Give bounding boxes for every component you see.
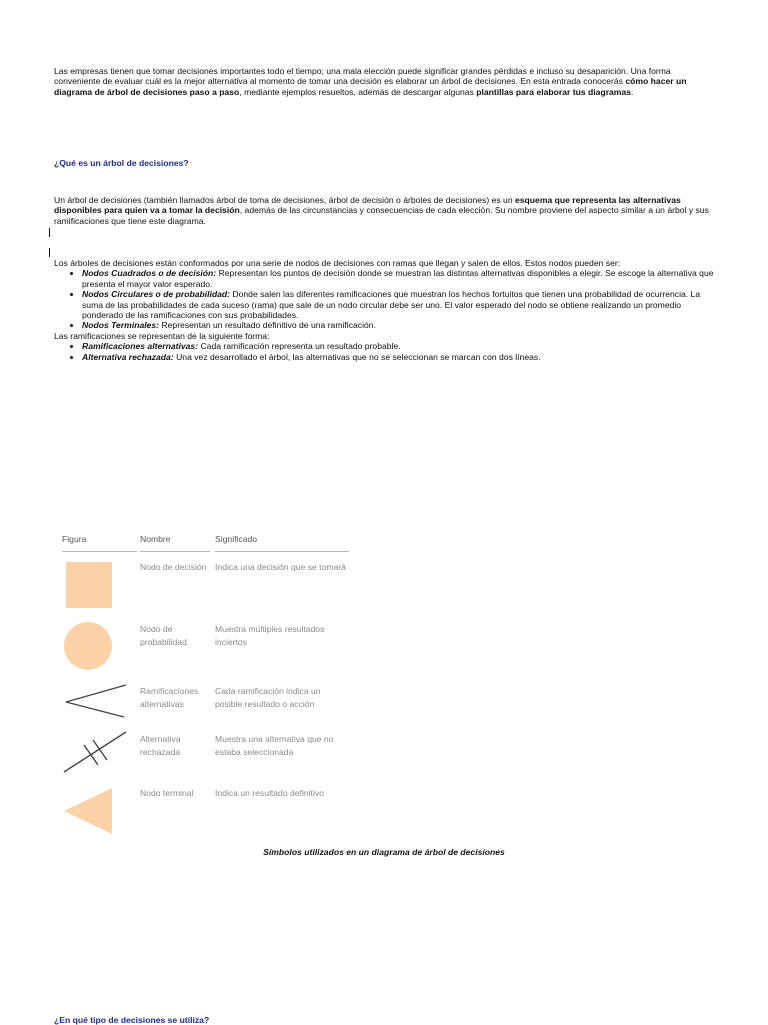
row-name: Alternativa rechazada (140, 734, 181, 757)
row-meaning: Muestra múltiples resultados inciertos (215, 624, 325, 647)
text-cursor (49, 248, 50, 257)
header-figure: Figura (62, 534, 87, 544)
item-text: Cada ramificación representa un resultado probable. (198, 341, 401, 352)
intro-text-2: , mediante ejemplos resueltos, además de descargar algunas (239, 86, 477, 97)
item-label: Alternativa rechazada: (82, 351, 174, 362)
terminal-node-triangle-icon (62, 786, 114, 836)
row-meaning: Indica un resultado definitivo (215, 788, 324, 798)
item-text: Una vez desarrollado el árbol, las alternativas que no se seleccionan se marcan con dos líneas. (173, 351, 541, 362)
rejected-alternative-icon (62, 728, 130, 776)
heading-what-is: ¿Qué es un árbol de decisiones? (54, 158, 189, 168)
branches-lead: Las ramificaciones se representan de la siguiente forma: (54, 330, 270, 341)
definition-bold: esquema que representa las alternativas disponibles para quien va a tomar la decisión (54, 195, 681, 216)
probability-node-circle-icon (64, 622, 112, 670)
heading-usage: ¿En qué tipo de decisiones se utiliza? (54, 1015, 210, 1025)
list-item (82, 320, 718, 330)
nodes-list (54, 268, 718, 330)
nodes-section (54, 258, 718, 362)
row-name: Nodo terminal (140, 788, 194, 798)
definition-paragraph (54, 195, 718, 226)
branches-list (54, 341, 718, 362)
nodes-lead: Los árboles de decisiones están conformados por una serie de nodos de decisiones con ramas que llegan y salen de ellos. Estos nodos pueden ser: (54, 258, 621, 268)
row-meaning: Muestra una alternativa que no estaba seleccionada (215, 734, 334, 757)
symbols-table (62, 528, 362, 840)
item-text: Representan un resultado definitivo de una ramificación. (159, 320, 376, 331)
item-label: Ramificaciones alternativas: (82, 341, 199, 352)
item-label: Nodos Cuadrados o de decisión: (82, 268, 217, 279)
row-meaning: Indica una decisión que se tomará (215, 562, 346, 572)
text-cursor (49, 228, 50, 237)
definition-text: Un árbol de decisiones (también llamados árbol de toma de decisiones, árbol de decisión o árboles de decisiones) es un (54, 195, 515, 205)
header-meaning: Significado (215, 534, 258, 544)
table-caption: Símbolos utilizados en un diagrama de árbol de decisiones (263, 847, 505, 857)
header-divider (215, 551, 349, 552)
row-name: Nodo de probabilidad (140, 624, 187, 647)
list-item (82, 289, 718, 320)
header-name: Nombre (140, 534, 171, 544)
alternative-branches-icon (62, 682, 130, 720)
definition-text-2: , además de las circunstancias y consecuencias de cada elección. Su nombre proviene del aspecto similar a un árbol y sus ramificaciones que tiene este diagrama. (54, 205, 709, 226)
intro-text: Las empresas tienen que tomar decisiones importantes todo el tiempo; una mala elección puede significar grandes pérdidas e incluso su desaparición. Una forma conveniente de evaluar cuál es la mejor alternativa al momento de tomar una decisión es elaborar un árbol de decisiones. En esta entrada conocerás (54, 66, 671, 87)
row-name: Nodo de decisión (140, 562, 207, 572)
header-divider (62, 551, 137, 552)
row-meaning: Cada ramificación indica un posible resultado o acción (215, 686, 321, 709)
intro-text-3: . (631, 86, 634, 97)
list-item (82, 352, 718, 362)
list-item (82, 268, 718, 289)
intro-bold-templates: plantillas para elaborar tus diagramas (476, 86, 632, 97)
decision-node-square-icon (66, 562, 112, 608)
item-text: Donde salen las diferentes ramificaciones que muestran los hechos fortuitos que tienen una probabilidad de ocurrencia. La suma de las probabilidades de cada suceso (rama) que sale de un nodo circular debe ser uno. El valor esperado del nodo se obtiene realizando un promedio ponderado de las ramificaciones con sus probabilidades. (82, 289, 701, 321)
list-item (82, 341, 718, 351)
item-label: Nodos Terminales: (82, 320, 160, 331)
intro-bold-howto: cómo hacer un diagrama de árbol de decisiones paso a paso (54, 76, 687, 97)
row-name: Ramificaciones alternativas (140, 686, 199, 709)
item-text: Representan los puntos de decisión donde se muestran las distintas alternativas disponibles a elegir. Se escoge la alternativa que presenta el mayor valor esperado. (82, 268, 714, 289)
intro-paragraph (54, 66, 718, 97)
header-divider (140, 551, 210, 552)
item-label: Nodos Circulares o de probabilidad: (82, 289, 231, 300)
